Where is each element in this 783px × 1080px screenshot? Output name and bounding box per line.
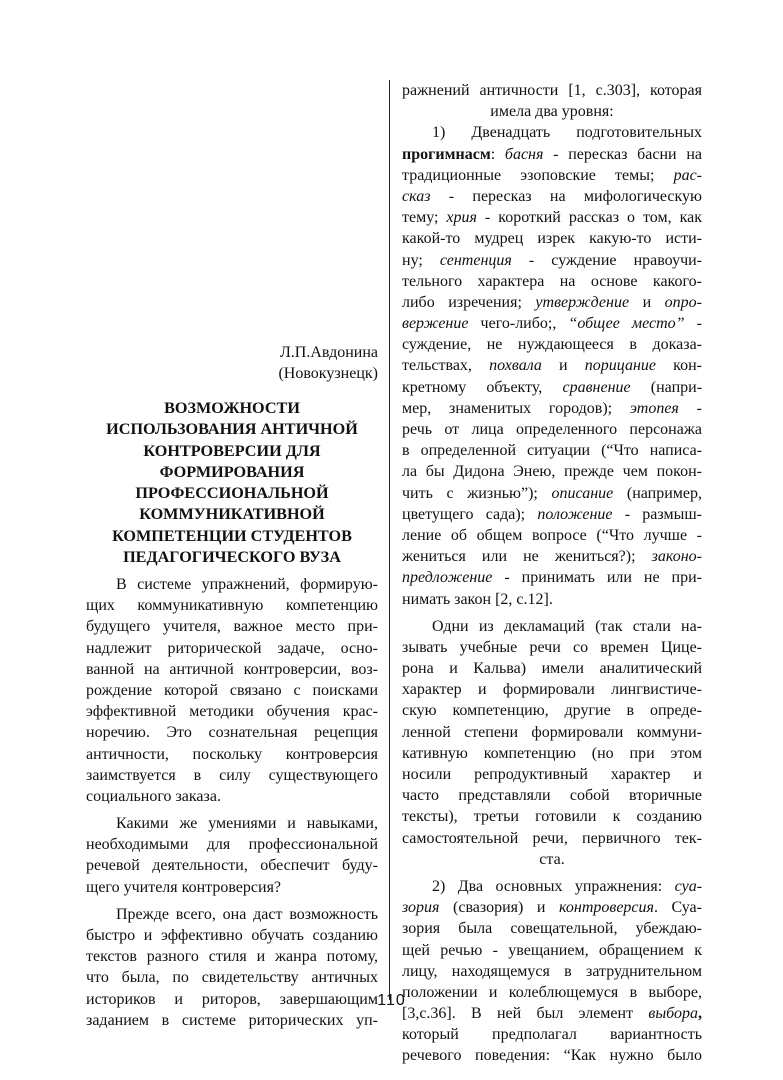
text-line: норечию. Это сознательная рецепция: [86, 724, 378, 742]
term-kontroversiya: контроверсия: [559, 899, 654, 917]
text-line: предложение - принимать или не при-: [402, 569, 702, 587]
text-line: ста.: [539, 850, 565, 868]
text-line: 2) Два основных упражнения: суа-: [432, 877, 703, 895]
text-line: речь от лица определенного персонажа: [402, 421, 702, 438]
term-oproverzhenie: вержение: [402, 315, 469, 333]
text-line: текстов разного стиля и жанра потому,: [86, 948, 378, 966]
text-line: тексты), третьи готовили к созданию: [402, 808, 702, 826]
text-line: имела два уровня:: [490, 103, 614, 121]
text-line: прогимнасм: басня - пересказ басни на: [402, 145, 702, 163]
text-line: что была, по свидетельству античных: [86, 969, 378, 987]
text-line: рона и Кальва) имели аналитический: [402, 660, 702, 678]
text-line: либо изречения; утверждение и опро-: [402, 293, 702, 311]
text-line: Прежде всего, она даст возможность: [116, 905, 378, 923]
title-line: КОММУНИКАТИВНОЙ: [139, 505, 325, 524]
text-line: зывать учебные речи со времен Цице-: [402, 638, 702, 656]
text-line: традиционные эзоповские темы; рас-: [402, 166, 703, 184]
term-etopeya: этопея: [629, 399, 679, 417]
term-vybora: выбора: [648, 1005, 698, 1023]
intro-paragraph: [402, 80, 702, 122]
text-line: эффективной методики обучения крас-: [86, 703, 378, 721]
text-line: быстро и эффективно обучать созданию: [86, 927, 378, 944]
paragraph-3: [86, 904, 378, 1031]
text-line: ванной на античной контроверсии, воз-: [86, 660, 378, 678]
list-item-1: [402, 122, 702, 609]
text-line: лицу, находящемуся в затруднительном: [402, 962, 702, 980]
text-line: зория (свазория) и контроверсия. Суа-: [402, 899, 702, 917]
text-line: античности, поскольку контроверсия: [86, 745, 378, 763]
text-line: носили репродуктивный характер и: [402, 766, 702, 783]
text-line: В системе упражнений, формирую-: [116, 576, 378, 593]
text-line: который предполагал вариантность: [402, 1026, 702, 1044]
text-line: в определенной ситуации (“Что написа-: [402, 442, 702, 460]
term-basnya: басня: [504, 145, 544, 163]
title-line: ВОЗМОЖНОСТИ: [164, 399, 300, 417]
text-line: зория была совещательной, убеждаю-: [402, 920, 702, 938]
title-line: ПРОФЕССИОНАЛЬНОЙ: [135, 484, 329, 503]
text-line: речевого поведения: “Как нужно было: [402, 1047, 702, 1065]
term-progymnasm: прогимнасм: [402, 145, 491, 163]
term-sentenciya: сентенция: [439, 251, 512, 269]
text-line: щего учителя контроверсия?: [86, 878, 282, 896]
term-rasskaz: рас-: [673, 166, 703, 184]
term-opisanie: описание: [551, 484, 614, 502]
text-line: заданием в системе риторических уп-: [86, 1011, 378, 1029]
text-line: заимствуется в силу существующего: [86, 766, 378, 784]
term-utverzhdenie: утверждение: [535, 293, 630, 311]
list-item-2: [402, 876, 702, 1067]
term-obshchee-mesto: “общее место”: [568, 315, 685, 333]
text-line: характер и формировали лингвистиче-: [402, 681, 702, 699]
author-block: [86, 342, 378, 384]
text-line: часто представляли собой вторичные: [402, 787, 702, 805]
title-line: ИСПОЛЬЗОВАНИЯ АНТИЧНОЙ: [106, 420, 358, 439]
text-line: историков и риторов, завершающим: [86, 990, 378, 1008]
term-pohvala: похвала: [489, 357, 542, 375]
text-line: суждение, не нуждающееся в доказа-: [402, 336, 702, 354]
left-column-text: [86, 574, 378, 1031]
text-line: жениться или не жениться?); законо-: [402, 548, 702, 566]
paragraph-declamations: [402, 616, 702, 870]
right-column-text: [402, 80, 702, 1067]
title-line: КОНТРОВЕРСИИ ДЛЯ: [143, 441, 321, 460]
term-sravnenie: сравнение: [562, 378, 631, 396]
paragraph-1: [86, 574, 378, 807]
author-name: Л.П.Авдонина: [279, 344, 378, 361]
text-line: Одни из декламаций (так стали на-: [432, 617, 702, 635]
text-line: кретному объекту, сравнение (напри-: [402, 378, 703, 396]
title-line: ПЕДАГОГИЧЕСКОГО ВУЗА: [123, 548, 341, 567]
term-suazoriya: суа-: [674, 877, 703, 895]
text-line: вержение чего-либо;, “общее место” -: [402, 315, 702, 333]
text-line: ление об общем вопросе (“Что лучше -: [402, 526, 702, 544]
text-line: щей речью - увещанием, обращением к: [402, 941, 702, 959]
text-line: [3,с.36]. В ней был элемент выбора,: [402, 1005, 702, 1023]
page-number: 110: [377, 992, 406, 1009]
text-line: какой-то мудрец изрек какую-то исти-: [402, 230, 702, 248]
title-line: ФОРМИРОВАНИЯ: [159, 462, 305, 481]
text-line: сказ - пересказ на мифологическую: [402, 187, 702, 205]
text-line: ленной степени формировали коммуни-: [402, 723, 702, 741]
text-line: щих коммуникативную компетенцию: [86, 597, 378, 615]
text-line: ла бы Дидона Энею, прежде чем покон-: [402, 463, 702, 481]
text-line: тельствах, похвала и порицание кон-: [402, 357, 702, 375]
text-line: 1) Двенадцать подготовительных: [432, 124, 702, 142]
title-line: КОМПЕТЕНЦИИ СТУДЕНТОВ: [112, 526, 352, 545]
text-line: тельного характера на основе какого-: [402, 272, 702, 290]
text-line: ну; сентенция - суждение нравоучи-: [402, 251, 703, 269]
term-polozhenie: положение: [537, 505, 613, 523]
text-line: тему; хрия - короткий рассказ о том, как: [402, 209, 703, 227]
text-line: цветущего сада); положение - размыш-: [402, 505, 703, 523]
text-line: будущего учителя, важное место при-: [86, 618, 378, 636]
author-city: (Новокузнецк): [278, 365, 378, 383]
column-divider: [389, 80, 390, 1000]
text-line: надлежит риторической задаче, осно-: [86, 639, 378, 657]
term-zakonopredlozhenie: законо-: [651, 548, 702, 566]
text-line: самостоятельной речи, первичного тек-: [402, 829, 702, 847]
text-line: социального заказа.: [86, 787, 221, 805]
text-line: положении и колеблющемуся в выборе,: [402, 983, 702, 1001]
paragraph-2: [86, 813, 378, 898]
text-line: ражнений античности [1, с.303], которая: [402, 82, 702, 99]
text-line: речевой деятельности, обеспечит буду-: [86, 857, 378, 875]
text-line: кативную компетенцию (но при этом: [402, 744, 702, 762]
text-line: рождение которой связано с поисками: [86, 681, 378, 699]
text-line: скую компетенцию, другие в опреде-: [402, 702, 702, 720]
term-porichanie: порицание: [584, 357, 656, 375]
text-line: мер, знаменитых городов); этопея -: [402, 399, 702, 417]
text-line: Какими же умениями и навыками,: [116, 815, 378, 833]
article-title: [86, 398, 378, 568]
text-line: чить с жизнью”); описание (например,: [402, 484, 702, 502]
text-line: необходимыми для профессиональной: [86, 836, 378, 854]
term-hriya: хрия: [446, 209, 477, 227]
text-line: нимать закон [2, с.12].: [402, 590, 553, 608]
